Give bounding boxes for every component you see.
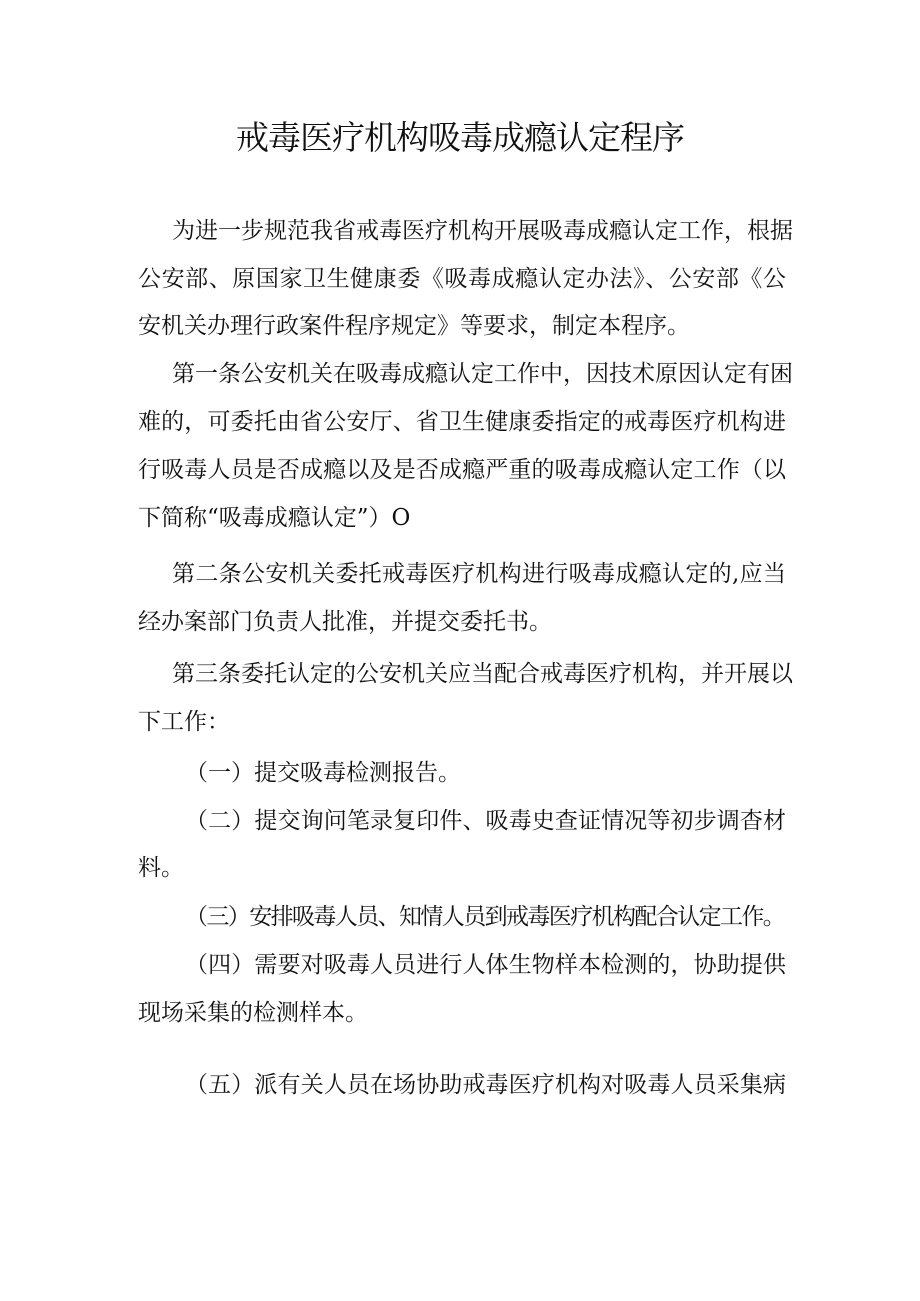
article-3-line-2: 下工作： — [138, 709, 230, 735]
item-4-line-1: （四）需要对吸毒人员进行人体生物样本检测的，协助提供 — [185, 952, 786, 978]
document-title: 戒毒医疗机构吸毒成瘾认定程序 — [236, 118, 684, 157]
preamble-line-2: 公安部、原国家卫生健康委《吸毒成瘾认定办法》、公安部《公 — [138, 266, 786, 292]
article-3-line-1: 第三条委托认定的公安机关应当配合戒毒医疗机构，并开展以 — [172, 661, 793, 687]
item-2-line-1: （二）提交询问笔录复印件、吸毒史查证情况等初步调杳材 — [185, 808, 786, 834]
item-1: （一）提交吸毒检测报告。 — [185, 760, 461, 786]
item-4-line-2: 现场采集的检测样本。 — [138, 1000, 368, 1026]
article-1-line-4: 下简称“吸毒成瘾认定”）O — [138, 505, 411, 531]
item-3: （三）安排吸毒人员、知情人员到戒毒医疗机构配合认定工作。 — [185, 904, 785, 930]
article-2-line-2: 经办案部门负责人批准，并提交委托书。 — [138, 609, 552, 635]
article-1-line-1: 第一条公安机关在吸毒成瘾认定工作中，因技术原因认定有困 — [172, 361, 793, 387]
preamble-line-1: 为进一步规范我省戒毒医疗机构开展吸毒成瘾认定工作，根据 — [172, 218, 793, 244]
article-1-line-3: 行吸毒人员是否成瘾以及是否成瘾严重的吸毒成瘾认定工作（以 — [138, 457, 786, 483]
article-2-line-1: 第二条公安机关委托戒毒医疗机构进行吸毒成瘾认定的,应当 — [172, 561, 786, 587]
article-1-line-2: 难的，可委托由省公安厅、省卫生健康委指定的戒毒医疗机构进 — [138, 409, 786, 435]
item-5-line-1: （五）派有关人员在场协助戒毒医疗机构对吸毒人员采集病 — [185, 1072, 786, 1098]
preamble-line-3: 安机关办理行政案件程序规定》等要求，制定本程序。 — [138, 313, 690, 339]
item-2-line-2: 料。 — [138, 855, 184, 881]
